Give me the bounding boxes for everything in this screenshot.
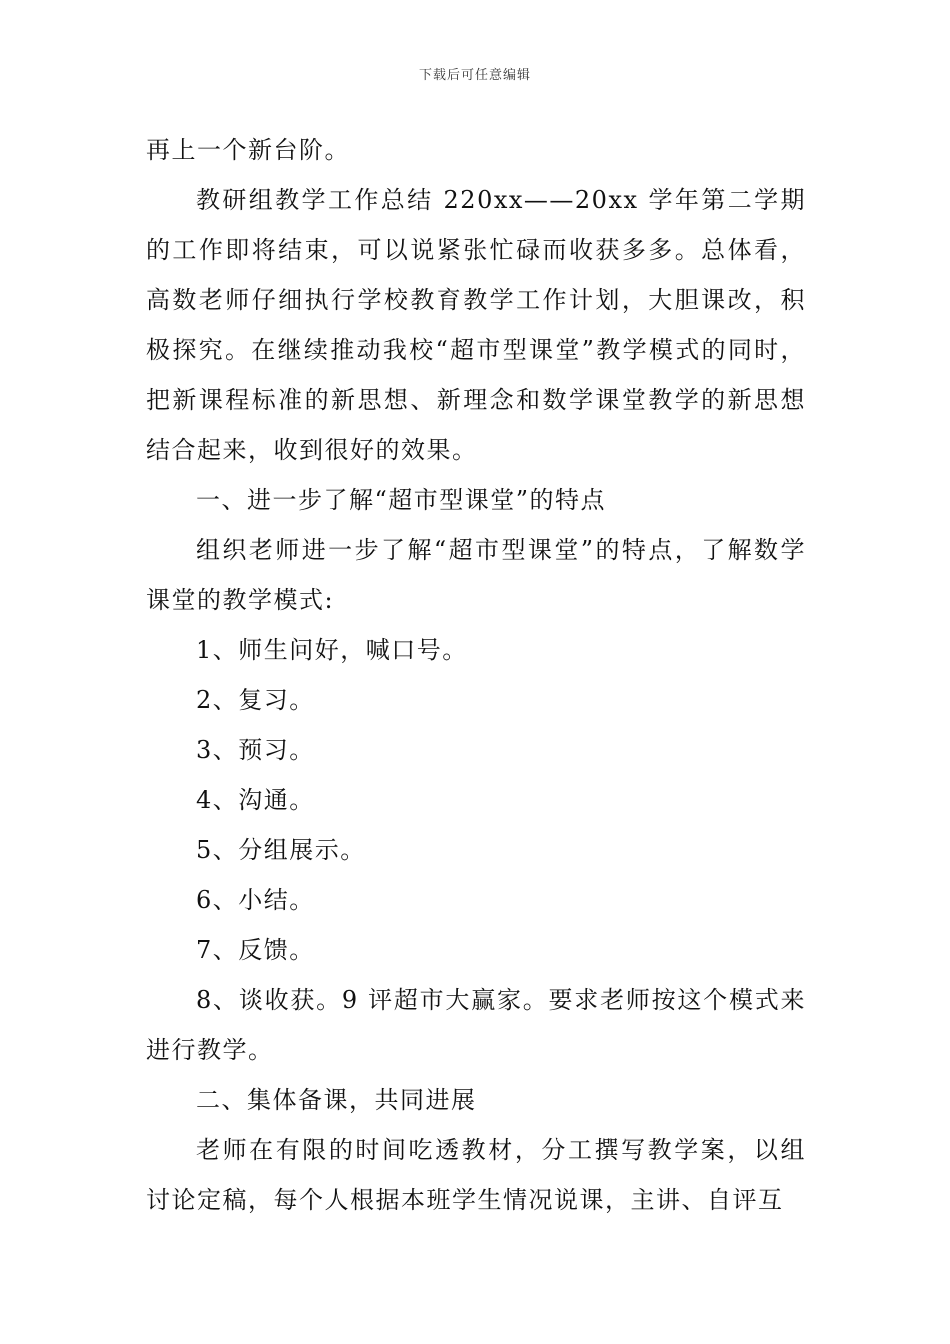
list-item-7: 7、反馈。 bbox=[196, 936, 315, 964]
section-heading-1: 一、进一步了解“超市型课堂”的特点 bbox=[196, 486, 607, 514]
list-item-4: 4、沟通。 bbox=[196, 786, 315, 814]
page-header: 下载后可任意编辑 bbox=[418, 68, 531, 83]
section-heading-2: 二、集体备课，共同进展 bbox=[196, 1086, 477, 1114]
paragraph-model-intro: 组织老师进一步了解“超市型课堂”的特点，了解数学课堂的教学模式: bbox=[146, 536, 806, 614]
list-item-2: 2、复习。 bbox=[196, 686, 315, 714]
paragraph-collective-prep: 老师在有限的时间吃透教材，分工撰写教学案，以组讨论定稿，每个人根据本班学生情况说课，主讲、自评互 bbox=[146, 1136, 806, 1214]
document-body bbox=[146, 125, 806, 1225]
paragraph-summary-intro: 教研组教学工作总结 220xx——20xx 学年第二学期的工作即将结束，可以说紧张忙碌而收获多多。总体看，高数老师仔细执行学校教育教学工作计划，大胆课改，积极探究。在继续推动我校“超市型课堂”教学模式的同时，把新课程标准的新思想、新理念和数学课堂教学的新思想结合起来，收到很好的效果。 bbox=[146, 186, 806, 464]
list-item-5: 5、分组展示。 bbox=[196, 836, 366, 864]
paragraph-continuation: 再上一个新台阶。 bbox=[146, 136, 350, 164]
list-item-3: 3、预习。 bbox=[196, 736, 315, 764]
list-item-6: 6、小结。 bbox=[196, 886, 315, 914]
list-item-1: 1、师生问好，喊口号。 bbox=[196, 636, 468, 664]
list-item-8: 8、谈收获。9 评超市大赢家。要求老师按这个模式来进行教学。 bbox=[146, 986, 806, 1064]
